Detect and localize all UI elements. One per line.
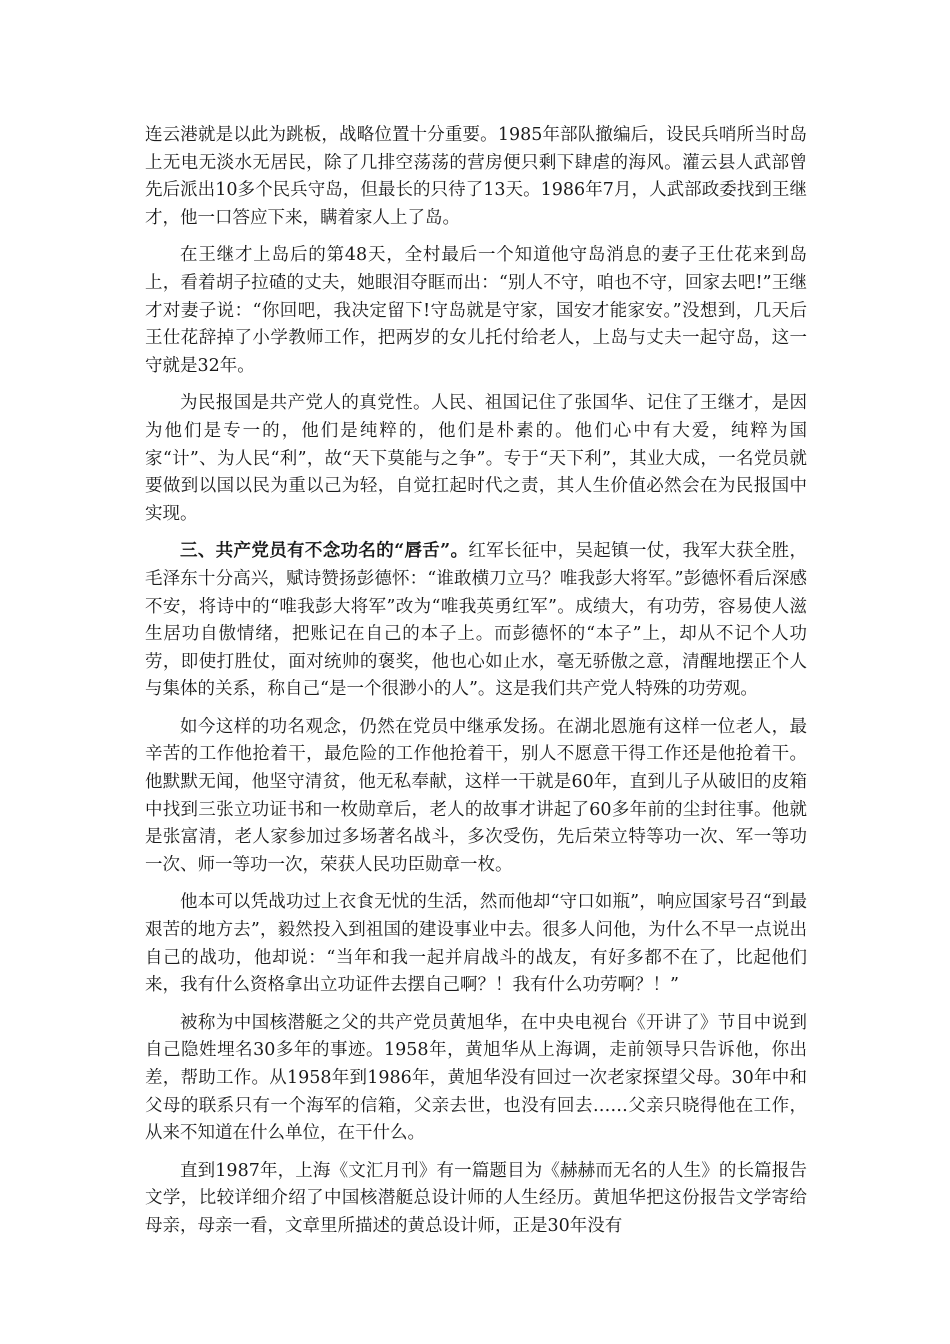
paragraph-text: 他本可以凭战功过上衣食无忧的生活，然而他却“守口如瓶”，响应国家号召“到最艰苦的地方去”，毅然投入到祖国的建设事业中去。很多人问他，为什么不早一点说出自己的战功，他却说：“当年和我一起并肩战斗的战友，有好多都不在了，比起他们来，我有什么资格拿出立功证件去摆自己啊？！我有什么功劳啊？！” bbox=[145, 892, 807, 996]
paragraph-5 bbox=[145, 714, 807, 880]
paragraph-text: 红军长征中，吴起镇一仗，我军大获全胜，毛泽东十分高兴，赋诗赞扬彭德怀：“谁敢横刀立马？唯我彭大将军。”彭德怀看后深感不安，将诗中的“唯我彭大将军”改为“唯我英勇红军”。成绩大，有功劳，容易使人滋生居功自傲情绪，把账记在自己的本子上。而彭德怀的“本子”上，却从不记个人功劳，即使打胜仗，面对统帅的褒奖，他也心如止水，毫无骄傲之意，清醒地摆正个人与集体的关系，称自己“是一个很渺小的人”。这是我们共产党人特殊的功劳观。 bbox=[145, 541, 808, 700]
paragraph-text: 如今这样的功名观念，仍然在党员中继承发扬。在湖北恩施有这样一位老人，最辛苦的工作他抢着干，最危险的工作他抢着干，别人不愿意干得工作还是他抢着干。他默默无闻，他坚守清贫，他无私奉献，这样一干就是60年，直到儿子从破旧的皮箱中找到三张立功证书和一枚勋章后，老人的故事才讲起了60多年前的尘封往事。他就是张富清，老人家参加过多场著名战斗，多次受伤，先后荣立特等功一次、军一等功一次、师一等功一次，荣获人民功臣勋章一枚。 bbox=[145, 716, 807, 875]
paragraph-1 bbox=[145, 122, 807, 232]
paragraph-4 bbox=[145, 538, 807, 704]
section-heading: 三、共产党员有不念功名的“唇舌”。 bbox=[180, 541, 469, 562]
paragraph-2 bbox=[145, 242, 807, 380]
document-body bbox=[145, 122, 807, 1251]
paragraph-8 bbox=[145, 1158, 807, 1241]
paragraph-6 bbox=[145, 889, 807, 999]
paragraph-text: 直到1987年，上海《文汇月刊》有一篇题目为《赫赫而无名的人生》的长篇报告文学，比较详细介绍了中国核潜艇总设计师的人生经历。黄旭华把这份报告文学寄给母亲，母亲一看，文章里所描述的黄总设计师，正是30年没有 bbox=[145, 1160, 807, 1236]
paragraph-text: 在王继才上岛后的第48天，全村最后一个知道他守岛消息的妻子王仕花来到岛上，看着胡子拉碴的丈夫，她眼泪夺眶而出：“别人不守，咱也不守，回家去吧!”王继才对妻子说：“你回吧，我决定留下!守岛就是守家，国安才能家安。”没想到，几天后王仕花辞掉了小学教师工作，把两岁的女儿托付给老人，上岛与丈夫一起守岛，这一守就是32年。 bbox=[145, 245, 807, 376]
paragraph-3 bbox=[145, 390, 807, 528]
paragraph-7 bbox=[145, 1010, 807, 1148]
paragraph-text: 为民报国是共产党人的真党性。人民、祖国记住了张国华、记住了王继才，是因为他们是专一的，他们是纯粹的，他们是朴素的。他们心中有大爱，纯粹为国家“计”、为人民“利”，故“天下莫能与之争”。专于“天下利”，其业大成，一名党员就要做到以国以民为重以己为轻，自觉扛起时代之责，其人生价值必然会在为民报国中实现。 bbox=[145, 393, 807, 524]
paragraph-text: 连云港就是以此为跳板，战略位置十分重要。1985年部队撤编后，设民兵哨所当时岛上无电无淡水无居民，除了几排空荡荡的营房便只剩下肆虐的海风。灌云县人武部曾先后派出10多个民兵守岛，但最长的只待了13天。1986年7月，人武部政委找到王继才，他一口答应下来，瞒着家人上了岛。 bbox=[145, 125, 807, 228]
paragraph-text: 被称为中国核潜艇之父的共产党员黄旭华，在中央电视台《开讲了》节目中说到自己隐姓埋名30多年的事迹。1958年，黄旭华从上海调，走前领导只告诉他，你出差，帮助工作。从1958年到1986年，黄旭华没有回过一次老家探望父母。30年中和父母的联系只有一个海军的信箱，父亲去世，也没有回去……父亲只晓得他在工作，从来不知道在什么单位，在干什么。 bbox=[145, 1012, 807, 1144]
